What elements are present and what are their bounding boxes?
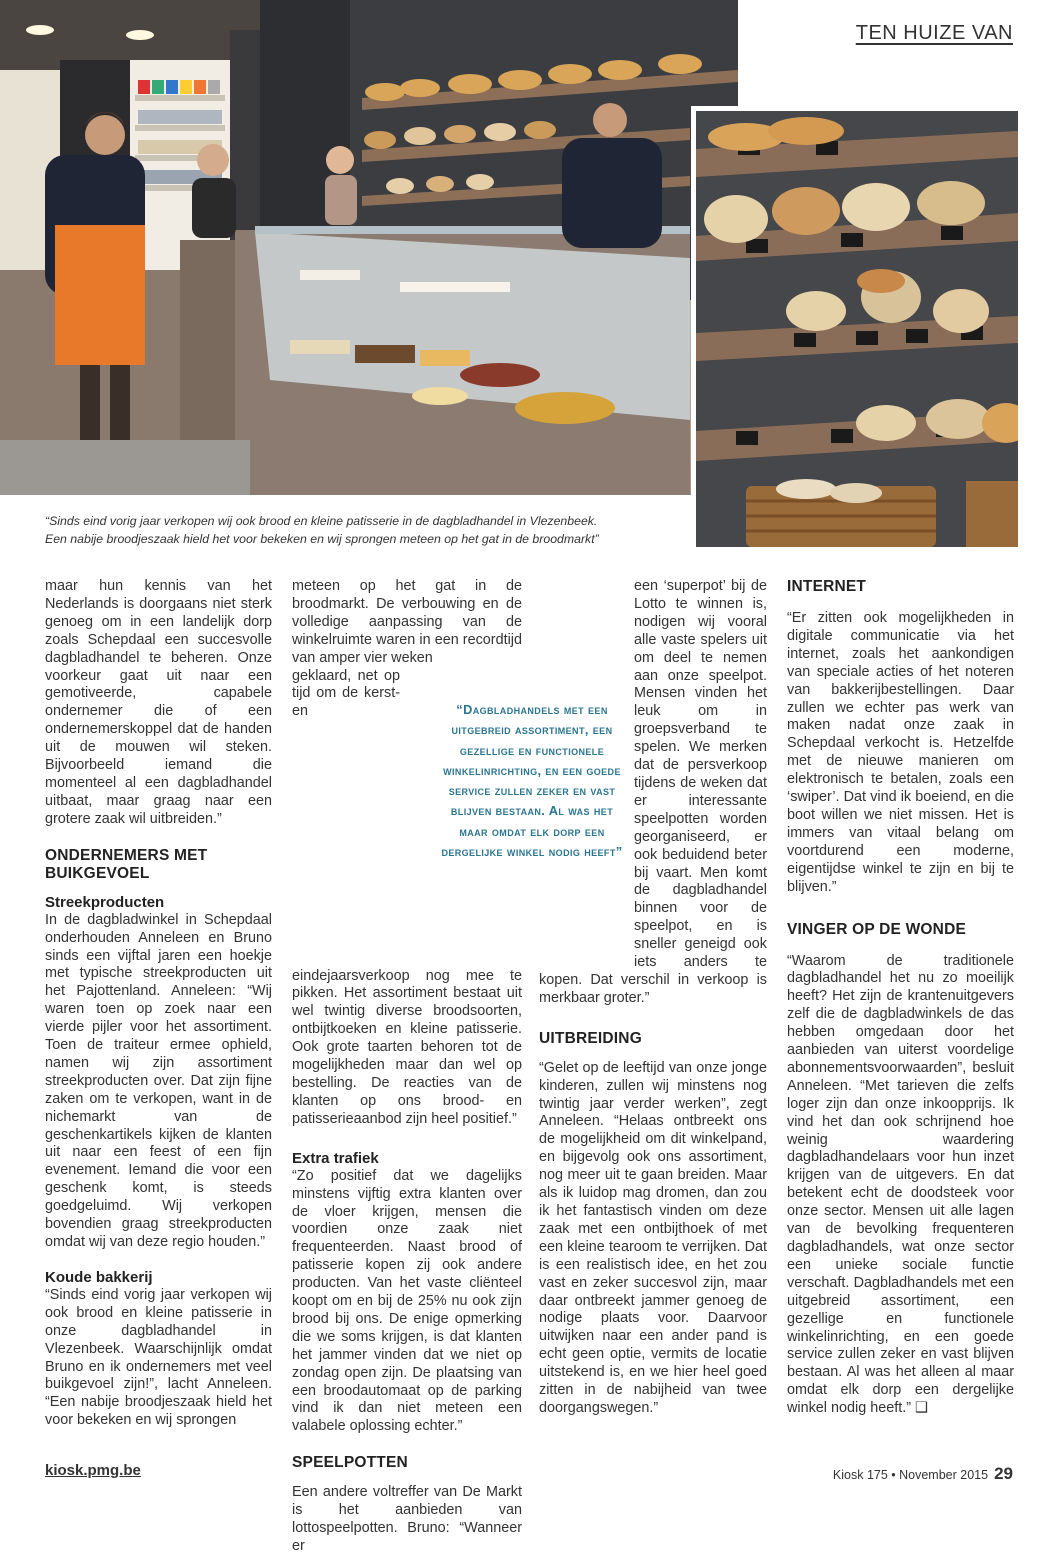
- paragraph: “Gelet op de leeftijd van onze jonge kinderen, zullen wij minstens nog twintig jaar verder werken”, zegt Anneleen. “Helaas ontbreekt ons de mogelijkheid om dit winkelpand, en bijgevolg ook ons assortiment, nog meer uit te gaan breiden. Maar als ik luidop mag dromen, dan zou ik het fantastisch vinden om deze zaak met een ontbijthoek of met een kleine tearoom te verrijken. Dat is een realistisch idee, en het zou vast en zeker succesvol zijn, maar daar ontbreekt jammer genoeg de nodige plaats voor. Daarvoor uitwijken naar een ander pand is echt geen optie, vermits de locatie uitstekend is, en we hier heel goed zitten in de nabijheid van twee doorgangswegen.”: [539, 1059, 767, 1416]
- paragraph: [292, 578, 522, 668]
- photo-caption: [45, 512, 685, 548]
- section-heading-ondernemers: ONDERNEMERS MET BUIKGEVOEL: [45, 846, 208, 882]
- subheading-extra-trafiek: Extra trafiek: [292, 1149, 379, 1167]
- section-label: TEN HUIZE VAN: [855, 22, 1013, 44]
- footer-issue-info: [833, 1464, 1013, 1484]
- footer-website-link[interactable]: kiosk.pmg.be: [45, 1462, 141, 1479]
- bread-shelves-illustration: [696, 111, 1018, 547]
- paragraph: Een andere voltreffer van De Markt is het aanbieden van lottospeelpotten. Bruno: “Wanneer er: [292, 1484, 522, 1554]
- paragraph: maar hun kennis van het Nederlands is doorgaans niet sterk genoeg om in een landelijk dorp zoals Schepdaal een succesvolle dagbladhandel te beheren. Onze voorkeur gaat uit naar een gemotiveerde, capabele ondernemer die of een ondernemerskoppel dat de handen uit de mouwen wil steken. Bijvoorbeeld iemand die momenteel al een dagbladhandel uitbaat, maar graag naar een grotere zaak wil uitbreiden.”: [45, 578, 272, 827]
- paragraph: In de dagbladwinkel in Schepdaal onderhouden Anneleen en Bruno sinds een vijftal jaren een hoekje met typische streekproducten uit het Pajottenland. Anneleen: “Wij waren toen op zoek naar een vierde pijler voor het assortiment. Toen de traiteur ermee ophield, namen wij zijn assortiment streekproducten over. Dat zijn fijne zaken om te verkopen, want in de nichemarkt van de geschenkartikels kijken de klanten uit naar een feest of een fijn evenement. Iemand die voor een geschenk komt, is steeds goedgeluimd. Wij verkopen bovendien graag streekproducten omdat wij van deze regio houden.”: [45, 911, 272, 1250]
- subheading-koude-bakkerij: Koude bakkerij: [45, 1268, 153, 1286]
- caption-line-2: Een nabije broodjeszaak hield het voor bekeken en wij sprongen meteen op het gat in de broodmarkt”: [45, 532, 599, 546]
- paragraph-text: “Waarom de traditionele dagbladhandel het nu zo moeilijk heeft? Het zijn de krantenuitgevers zelf die de dagbladwinkels de das hebben omgedaan door het aanbieden van uiterst voordelige abonnementsvoorwaarden”, besluit Anneleen. “Met tarieven die zelfs loger zijn dan onze inkoopprijs. Ik vind het dan ook schrijnend hoe weinig waardering dagbladhandelaars voor hun inzet krijgen van de uitgevers. En dat betekent echt de doodsteek voor onze sector. Mensen uit alle lagen van de bevolking frequenteren dagbladhandels, wat onze sector een unieke sociale functie verschaft. Dagbladhandels met een uitgebreid assortiment, een gezellige en functionele winkelinrichting, en een goede service zullen zeker en vast blijven bestaan. Al was het alleen al maar omdat elk dorp een dergelijke winkel nodig heeft.”: [787, 952, 1014, 1417]
- caption-line-1: “Sinds eind vorig jaar verkopen wij ook brood en kleine patisserie in de dagbladhandel in Vlezenbeek.: [45, 514, 598, 528]
- end-mark-icon: ❑: [915, 1400, 928, 1417]
- section-heading-internet: INTERNET: [787, 578, 867, 595]
- paragraph: een ‘superpot’ bij de Lotto te winnen is, nodigen wij vooral alle vaste spelers uit om deel te nemen aan onze speelpot. Mensen vinden het leuk om in groepsverband te spelen. We merken dat de persverkoop tijdens de weken dat er interessante speelpotten worden georganiseerd, er ook beduidend beter bij vaart. Men komt de dagbladhandel binnen voor de speelpot, en is sneller geneigd ook iets anders te kopen. Dat verschil in verkoop is merkbaar groter.”: [539, 578, 767, 1006]
- paragraph-text-tail: vier weken: [364, 649, 433, 666]
- paragraph-text: meteen op het gat in de broodmarkt. De verbouwing en de volledige aanpassing van de winkelruimte waren in een recordtijd van amper: [292, 578, 522, 666]
- issue-label: Kiosk 175 • November 2015: [832, 1468, 989, 1482]
- paragraph: [787, 953, 1014, 1419]
- paragraph: “Er zitten ook mogelijkheden in digitale communicatie via het internet, zoals het aankondigen van speciale acties of het noteren van bakkerijbestellingen. Daar zullen we echter pas werk van maken nadat onze zaak in Schepdaal verkocht is. Hetzelfde met de nieuwe manieren om elektronisch te betalen, zoals een ‘swiper’. Dat vind ik boeiend, en die boot willen we niet missen. Het is immers van vitaal belang om voortdurend een moderne, eigentijdse winkel te zijn en bij te blijven.”: [787, 610, 1014, 895]
- column-4: [787, 578, 1014, 1418]
- subheading-streekproducten: Streekproducten: [45, 893, 165, 911]
- page-number: 29: [994, 1464, 1013, 1483]
- paragraph: “Zo positief dat we dagelijks minstens vijftig extra klanten over de vloer krijgen, mensen die voordien onze zaak niet frequenteerden. Naast brood of patisserie kopen zij ook andere producten. Van het vaste cliënteel koopt om en bij de 25% nu ook zijn brood bij ons. De enige opmerking die we soms krijgen, is dat klanten het jammer vinden dat we niet op zondag open zijn. De plaatsing van een broodautomaat op de parking vind ik dan niet meteen een valabele oplossing echter.”: [292, 1167, 522, 1435]
- paragraph: “Sinds eind vorig jaar verkopen wij ook brood en kleine patisserie in onze dagbladhandel in Vlezenbeek. Waarschijnlijk omdat Bruno en ik ondernemers met veel buikgevoel zijn!”, lacht Anneleen. “Een nabije broodjeszaak hield het voor bekeken en wij sprongen: [45, 1286, 272, 1429]
- wrap-spacer: [539, 686, 634, 966]
- section-heading-vinger-op-de-wonde: VINGER OP DE WONDE: [787, 920, 967, 938]
- inset-photo: [691, 106, 1023, 552]
- column-3: [539, 578, 767, 1418]
- shop-interior-illustration: [0, 0, 738, 495]
- column-1: [45, 578, 272, 1430]
- paragraph-wrapped: geklaard, net op tijd om de kerst- en eindejaarsverkoop nog mee te pikken. Het assortiment bestaat uit wel twintig diverse broodsoorten, ontbijtkoeken en kleine patisserie. Ook grote taarten behoren tot de mogelijkheden maar dan wel op bestelling. De reacties van de klanten op ons brood- en patisserieaanbod zijn heel positief.”: [292, 667, 522, 1127]
- main-photo: [0, 0, 738, 495]
- pull-quote: “Dagbladhandels met een uitgebreid assortiment, een gezellige en functionele winkelinrichting, en een goede service zullen zeker en vast blijven bestaan. Al was het maar omdat elk dorp een dergelijke winkel nodig heeft”: [441, 702, 623, 860]
- section-heading-uitbreiding: UITBREIDING: [539, 1029, 642, 1047]
- section-heading-speelpotten: SPEELPOTTEN: [292, 1454, 408, 1472]
